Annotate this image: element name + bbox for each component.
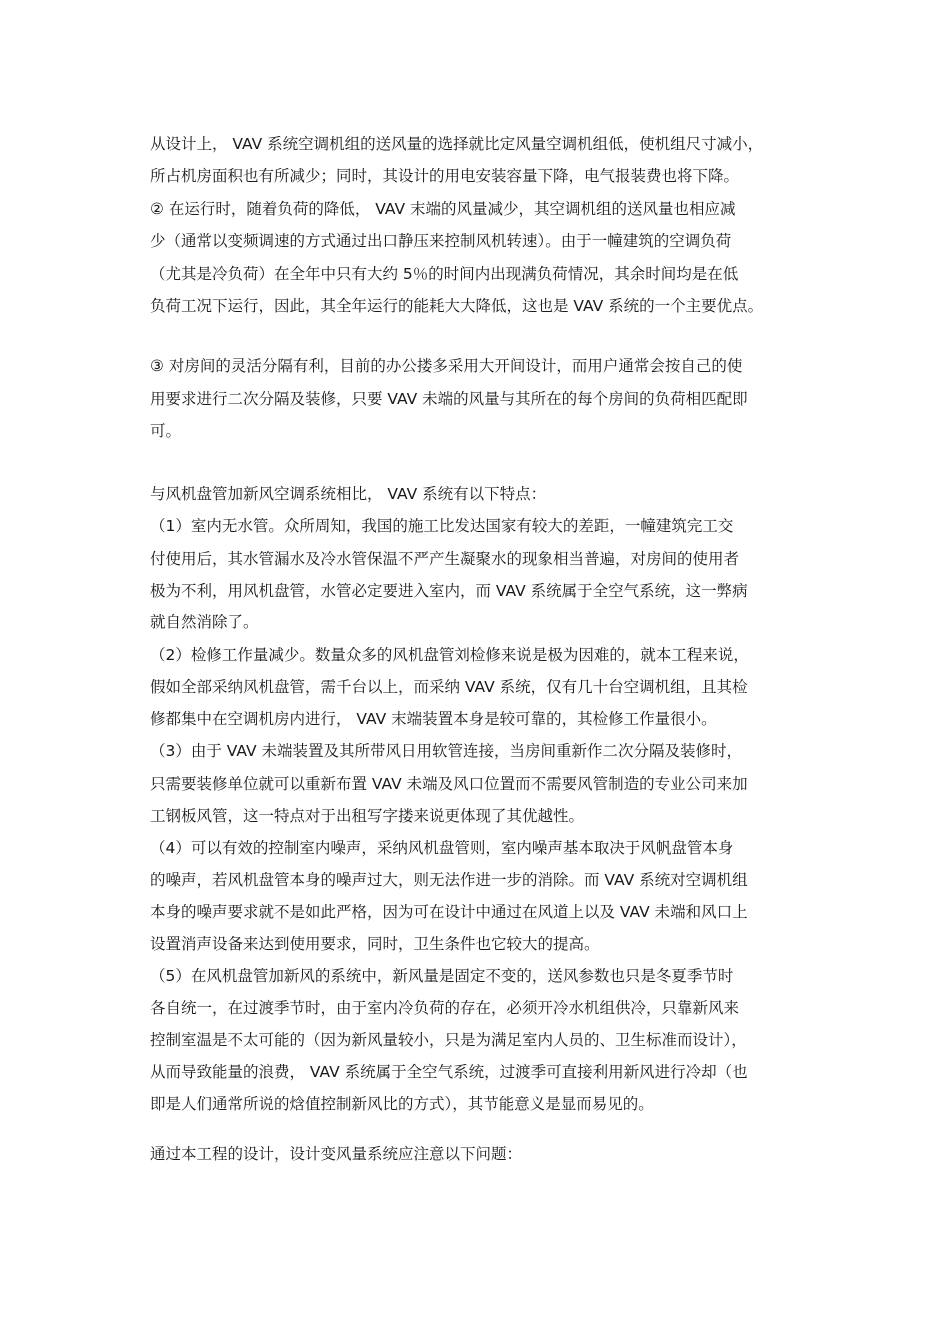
text-line: ③ 对房间的灵活分隔有利，目前的办公搂多采用大开间设计，而用户通常会按自己的使 <box>150 357 743 375</box>
text-line: 通过本工程的设计，设计变风量系统应注意以下问题： <box>150 1145 523 1163</box>
text-line: 各自统一，在过渡季节时，由于室内冷负荷的存在，必须开冷水机组供冷，只靠新风来 <box>150 999 740 1017</box>
text-line: 所占机房面积也有所减少；同时，其设计的用电安装容量下降，电气报装费也将下降。 <box>150 167 740 185</box>
text-line: 假如全部采纳风机盘管，需千台以上，而采纳 VAV 系统，仅有几十台空调机组，且其检 <box>150 678 748 696</box>
text-line: 工钢板风管，这一特点对于出租写字搂来说更体现了其优越性。 <box>150 807 585 825</box>
text-line: 设置消声设备来达到使用要求，同时，卫生条件也它较大的提高。 <box>150 935 600 953</box>
text-line: 付使用后，其水管漏水及冷水管保温不严产生凝聚水的现象相当普遍，对房间的使用者 <box>150 550 740 568</box>
text-line: （1）室内无水管。众所周知，我国的施工比发达国家有较大的差距，一幢建筑完工交 <box>150 517 734 535</box>
text-line: ② 在运行时，随着负荷的降低， VAV 末端的风量减少，其空调机组的送风量也相应减 <box>150 200 736 218</box>
text-line: 只需要装修单位就可以重新布置 VAV 未端及风口位置而不需要风管制造的专业公司来加 <box>150 775 748 793</box>
text-line: （2）检修工作量减少。数量众多的风机盘管刘检修来说是极为因难的，就本工程来说， <box>150 646 749 664</box>
text-line: 本身的噪声要求就不是如此严格，因为可在设计中通过在风道上以及 VAV 未端和风口上 <box>150 903 748 921</box>
text-line: 即是人们通常所说的焓值控制新风比的方式），其节能意义是显而易见的。 <box>150 1095 654 1113</box>
text-line: （5）在风机盘管加新风的系统中，新风量是固定不变的，送风参数也只是冬夏季节时 <box>150 967 734 985</box>
text-line: 与风机盘管加新风空调系统相比， VAV 系统有以下特点： <box>150 485 547 503</box>
text-line: （尤其是冷负荷）在全年中只有大约 5％的时间内出现满负荷情况，其余时间均是在低 <box>150 265 739 283</box>
text-line: 控制室温是不太可能的（因为新风量较小，只是为满足室内人员的、卫生标准而设计）， <box>150 1031 747 1049</box>
text-line: （3）由于 VAV 未端装置及其所带风日用软管连接，当房间重新作二次分隔及装修时， <box>150 742 743 760</box>
text-line: 从而导致能量的浪费， VAV 系统属于全空气系统，过渡季可直接利用新风进行冷却（也 <box>150 1063 748 1081</box>
text-line: 极为不利，用风机盘管，水管必定要进入室内，而 VAV 系统属于全空气系统，这一弊病 <box>150 582 748 600</box>
text-line: 从设计上， VAV 系统空调机组的送风量的选择就比定风量空调机组低，使机组尺寸减小， <box>150 135 764 153</box>
text-line: 负荷工况下运行，因此，其全年运行的能耗大大降低，这也是 VAV 系统的一个主要优点。 <box>150 297 764 315</box>
text-line: （4）可以有效的控制室内噪声，采纳风机盘管则，室内噪声基本取决于风帆盘管本身 <box>150 839 734 857</box>
text-line: 就自然消除了。 <box>150 613 259 631</box>
text-line: 可。 <box>150 422 182 440</box>
text-line: 修都集中在空调机房内进行， VAV 末端装置本身是较可靠的，其检修工作量很小。 <box>150 710 717 728</box>
text-line: 用要求进行二次分隔及装修，只要 VAV 未端的风量与其所在的每个房间的负荷相匹配即 <box>150 390 748 408</box>
text-line: 的噪声，若风机盘管本身的噪声过大，则无法作进一步的消除。而 VAV 系统对空调机组 <box>150 871 748 889</box>
text-line: 少（通常以变频调速的方式通过出口静压来控制风机转速）。由于一幢建筑的空调负荷 <box>150 232 732 250</box>
